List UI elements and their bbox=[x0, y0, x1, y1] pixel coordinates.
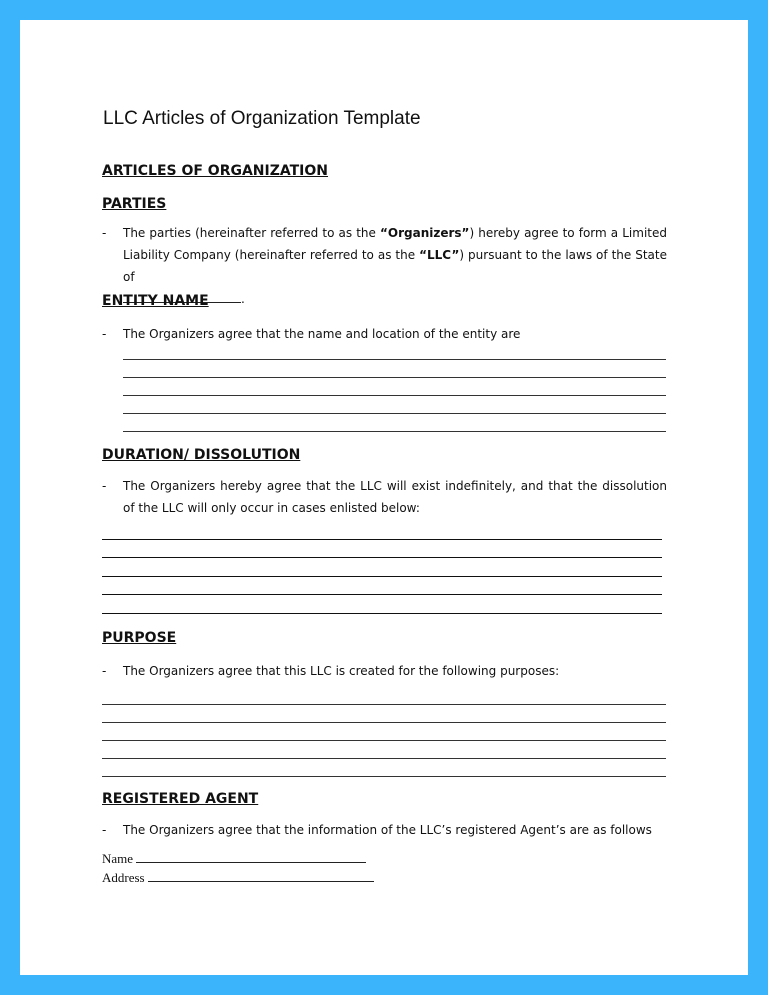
bullet-dash: - bbox=[102, 226, 107, 240]
duration-text: The Organizers hereby agree that the LLC will exist indefinitely, and that the dissolution of the LLC will only occur in cases enlisted below: bbox=[123, 479, 667, 515]
dissolution-blank-line[interactable] bbox=[102, 557, 662, 558]
bullet-dash: - bbox=[102, 327, 107, 341]
purpose-blank-line[interactable] bbox=[102, 722, 666, 723]
registered-agent-text: The Organizers agree that the information of the LLC’s registered Agent’s are as follows bbox=[123, 823, 652, 837]
agent-address-row bbox=[102, 868, 374, 886]
bullet-dash: - bbox=[102, 823, 107, 837]
purpose-blank-line[interactable] bbox=[102, 776, 666, 777]
dissolution-blank-line[interactable] bbox=[102, 576, 662, 577]
parties-heading: PARTIES bbox=[102, 196, 167, 212]
page-title: LLC Articles of Organization Template bbox=[103, 108, 421, 129]
duration-clause bbox=[102, 475, 667, 519]
articles-heading: ARTICLES OF ORGANIZATION bbox=[102, 163, 329, 179]
purpose-blank-line[interactable] bbox=[102, 758, 666, 759]
purpose-text: The Organizers agree that this LLC is created for the following purposes: bbox=[123, 664, 560, 678]
purpose-blank-line[interactable] bbox=[102, 740, 666, 741]
entity-name-text: The Organizers agree that the name and location of the entity are bbox=[123, 327, 521, 341]
agent-name-row bbox=[102, 849, 366, 867]
registered-agent-clause bbox=[102, 819, 667, 841]
duration-heading: DURATION/ DISSOLUTION bbox=[102, 447, 301, 463]
bullet-dash: - bbox=[102, 664, 107, 678]
agent-address-field[interactable] bbox=[148, 868, 374, 882]
llc-term: “LLC” bbox=[419, 248, 460, 262]
entity-blank-line[interactable] bbox=[123, 377, 666, 378]
agent-address-label: Address bbox=[102, 870, 145, 885]
bullet-dash: - bbox=[102, 479, 107, 493]
dissolution-blank-line[interactable] bbox=[102, 613, 662, 614]
agent-name-label: Name bbox=[102, 851, 134, 866]
purpose-heading: PURPOSE bbox=[102, 630, 177, 646]
dissolution-blank-line[interactable] bbox=[102, 594, 662, 595]
purpose-clause bbox=[102, 660, 667, 682]
entity-name-clause bbox=[102, 323, 667, 345]
purpose-blank-line[interactable] bbox=[102, 704, 666, 705]
document-page bbox=[20, 20, 748, 975]
parties-text: The parties (hereinafter referred to as the “Organizers”) hereby agree to form a Limited Liability Company (hereinafter referred to as the “LLC”) pursuant to the laws of the State of . bbox=[123, 226, 668, 306]
entity-blank-line[interactable] bbox=[123, 395, 666, 396]
organizers-term: “Organizers” bbox=[380, 226, 470, 240]
entity-blank-line[interactable] bbox=[123, 431, 666, 432]
dissolution-blank-line[interactable] bbox=[102, 539, 662, 540]
registered-agent-heading: REGISTERED AGENT bbox=[102, 791, 259, 807]
entity-blank-line[interactable] bbox=[123, 359, 666, 360]
entity-name-heading: ENTITY NAME bbox=[102, 293, 209, 309]
entity-blank-line[interactable] bbox=[123, 413, 666, 414]
agent-name-field[interactable] bbox=[136, 849, 366, 863]
